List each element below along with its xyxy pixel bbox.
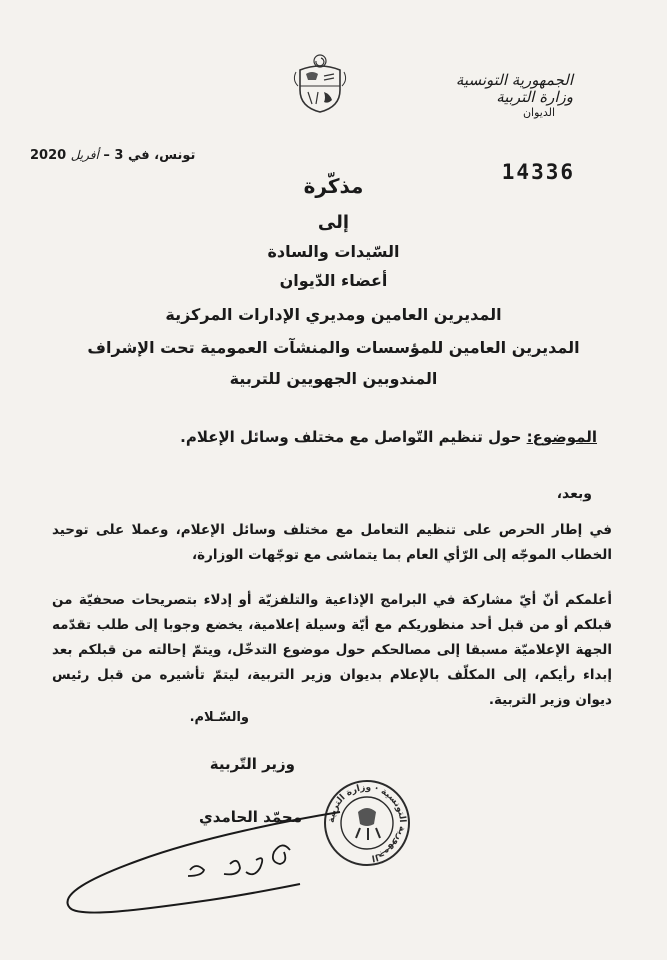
date-place: تونس، في — [127, 148, 196, 163]
memo-to: إلى — [317, 212, 350, 233]
cabinet-label: الديوان — [522, 105, 555, 119]
closing-salutation: والسّـلام. — [189, 710, 249, 725]
republic-label: الجمهورية التونسية — [455, 71, 573, 89]
date-year: 2020 — [30, 148, 67, 163]
signatory-name: محمّد الحامدي — [199, 808, 302, 826]
subject-line — [180, 428, 597, 446]
date-month: أفريل — [70, 148, 99, 162]
recipient-line: المديرين العامين للمؤسسات والمنشآت العمومية تحت الإشراف — [87, 338, 580, 357]
ministry-label: وزارة التربية — [496, 88, 573, 107]
greeting: وبعد، — [556, 486, 592, 502]
recipient-line: أعضاء الدّيوان — [279, 271, 388, 290]
ministry-header — [456, 72, 573, 119]
recipient-line: المندوبين الجهويين للتربية — [229, 369, 438, 388]
stamp-text: الجمهورية التونسية · وزارة التربية — [326, 782, 408, 863]
date-day: 3 — [114, 148, 124, 163]
body-paragraph: في إطار الحرص على تنظيم التعامل مع مختلف وسائل الإعلام، وعملا على توحيد الخطاب الموجّه إلى الرّأي العام بما يتماشى مع توجّهات الوزارة، — [52, 522, 612, 563]
tunisia-coat-of-arms-icon — [290, 52, 350, 114]
subject-label: الموضوع: — [526, 428, 597, 446]
memo-title: مذكّرة — [303, 174, 364, 198]
signature-icon — [50, 790, 350, 920]
recipient-line: المديرين العامين ومديري الإدارات المركزية — [165, 305, 502, 324]
body-paragraph: أعلمكم أنّ أيّ مشاركة في البرامج الإذاعية والتلفزيّة أو إدلاء بتصريحات صحفيّة من قبلكم أو من قبل أحد منظوريكم مع أيّة وسيلة إعلامية، يخضع وجوبا إلى طلب تقدّمه الجهة الإعلاميّة مسبقا إلى مصالحكم حول موضوع التدخّل، ويتمّ إحالته من قبلكم بعد إبداء رأيكم، إلى المكلّف بالإعلام بديوان وزير التربية، ليتمّ تأشيره من قبل رئيس ديوان وزير التربية. — [52, 592, 612, 708]
subject-text: حول تنظيم التّواصل مع مختلف وسائل الإعلام. — [180, 428, 522, 446]
recipient-line: السّيدات والسادة — [267, 242, 400, 261]
dateline: تونس، في 3 – أفريل 2020 — [30, 148, 196, 163]
signatory-title: وزير التّربية — [209, 755, 295, 773]
reference-number: 14336 — [501, 160, 575, 184]
